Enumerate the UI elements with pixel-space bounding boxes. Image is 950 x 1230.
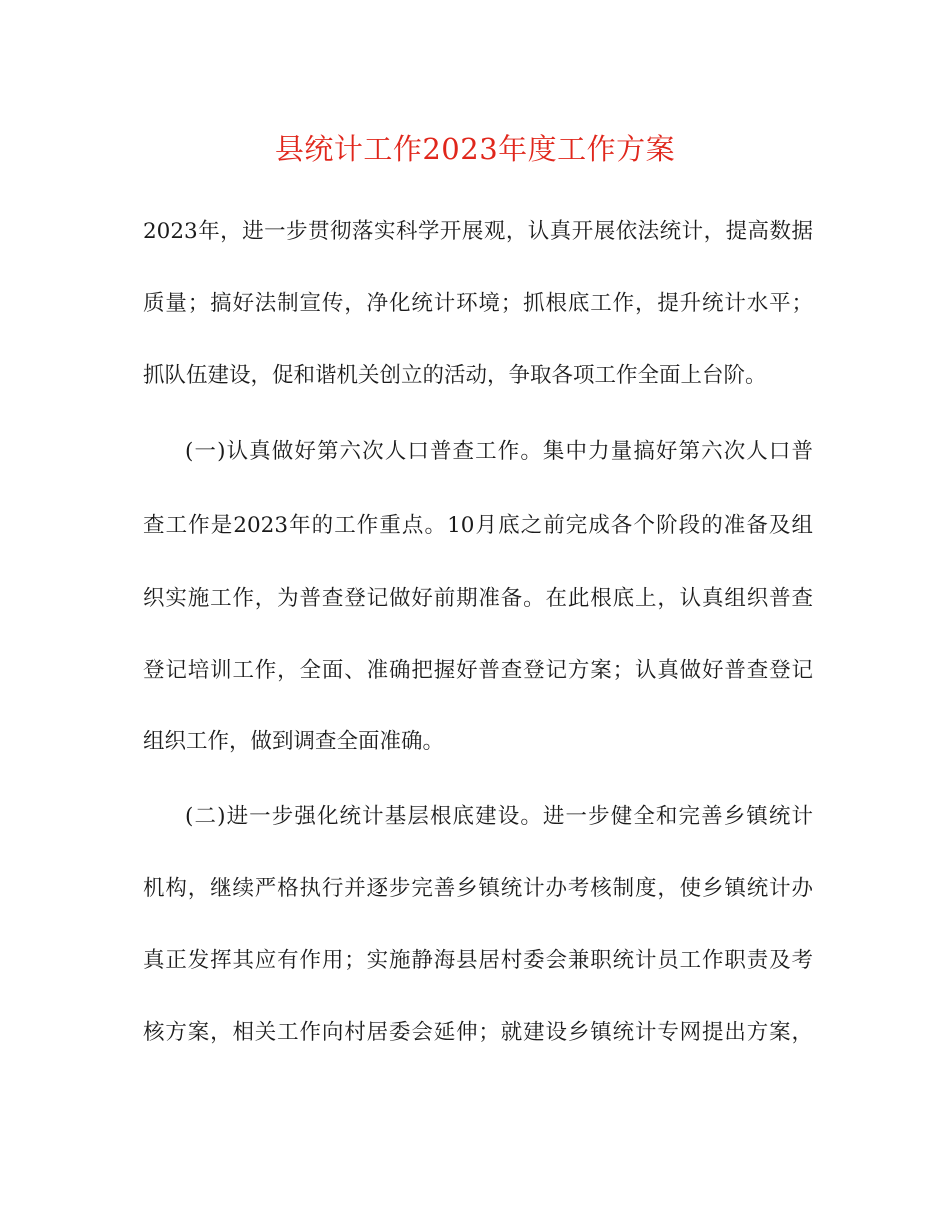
- paragraph-line: 抓队伍建设，促和谐机关创立的活动，争取各项工作全面上台阶。: [143, 363, 767, 388]
- paragraph-line: 真正发挥其应有作用；实施静海县居村委会兼职统计员工作职责及考: [143, 948, 813, 973]
- paragraph-line: 织实施工作，为普查登记做好前期准备。在此根底上，认真组织普查: [143, 586, 813, 611]
- paragraph-line: 2023年，进一步贯彻落实科学开展观，认真开展依法统计，提高数据: [143, 219, 813, 244]
- paragraph-line: 查工作是2023年的工作重点。10月底之前完成各个阶段的准备及组: [143, 513, 813, 538]
- paragraph-line: 机构，继续严格执行并逐步完善乡镇统计办考核制度，使乡镇统计办: [143, 876, 813, 901]
- paragraph-line: (二)进一步强化统计基层根底建设。进一步健全和完善乡镇统计: [185, 804, 813, 829]
- paragraph-line: 核方案，相关工作向村居委会延伸；就建设乡镇统计专网提出方案，: [143, 1020, 813, 1045]
- paragraph-line: 组织工作，做到调查全面准确。: [143, 729, 445, 754]
- paragraph-line: 质量；搞好法制宣传，净化统计环境；抓根底工作，提升统计水平；: [143, 291, 813, 316]
- paragraph-line: 登记培训工作，全面、准确把握好普查登记方案；认真做好普查登记: [143, 658, 813, 683]
- document-title: 县统计工作2023年度工作方案: [274, 132, 676, 166]
- paragraph-line: (一)认真做好第六次人口普查工作。集中力量搞好第六次人口普: [185, 439, 813, 464]
